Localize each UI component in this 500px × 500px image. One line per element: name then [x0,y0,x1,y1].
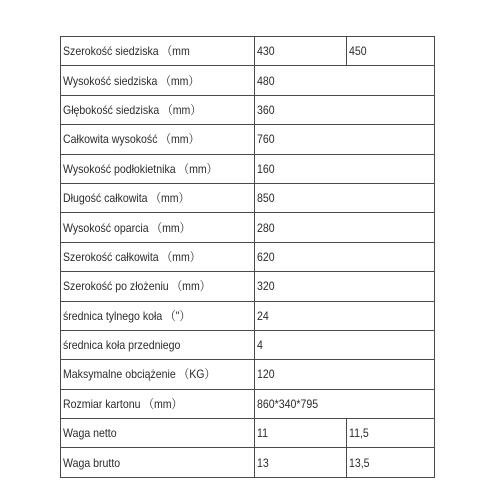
row-value: 360 [255,95,435,124]
row-value-alt: 13,5 [347,448,435,477]
table-row [61,183,435,212]
row-value: 4 [255,330,435,359]
row-value: 430 [255,37,347,66]
table-row [61,330,435,359]
row-label: Głębokość siedziska （mm） [61,95,255,124]
table-row [61,66,435,95]
row-label: Waga brutto [61,448,255,477]
row-label: Wysokość siedziska （mm） [61,66,255,95]
row-value: 320 [255,272,435,301]
row-value: 120 [255,360,435,389]
table-row [61,448,435,477]
row-label: Waga netto [61,419,255,448]
row-label: Maksymalne obciążenie （KG） [61,360,255,389]
row-label: Długość całkowita （mm） [61,183,255,212]
table-row [61,389,435,418]
row-value: 620 [255,242,435,271]
row-label: średnica tylnego koła （"） [61,301,255,330]
row-label: Szerokość siedziska （mm [61,37,255,66]
row-value: 280 [255,213,435,242]
row-value-alt: 450 [347,37,435,66]
table-row [61,419,435,448]
table-row [61,360,435,389]
row-label: Szerokość po złożeniu （mm） [61,272,255,301]
table-row [61,242,435,271]
row-value-alt: 11,5 [347,419,435,448]
row-value: 13 [255,448,347,477]
spec-table [60,36,435,478]
row-value: 11 [255,419,347,448]
row-label: średnica koła przedniego [61,330,255,359]
table-row [61,301,435,330]
row-value: 480 [255,66,435,95]
row-label: Wysokość oparcia （mm） [61,213,255,242]
table-row [61,154,435,183]
row-value: 760 [255,125,435,154]
row-label: Rozmiar kartonu （mm） [61,389,255,418]
table-row [61,125,435,154]
row-label: Całkowita wysokość （mm） [61,125,255,154]
table-row [61,37,435,66]
table-row [61,213,435,242]
row-value: 24 [255,301,435,330]
row-value: 860*340*795 [255,389,435,418]
row-label: Wysokość podłokietnika （mm） [61,154,255,183]
row-value: 850 [255,183,435,212]
row-value: 160 [255,154,435,183]
row-label: Szerokość całkowita （mm） [61,242,255,271]
table-row [61,95,435,124]
table-row [61,272,435,301]
